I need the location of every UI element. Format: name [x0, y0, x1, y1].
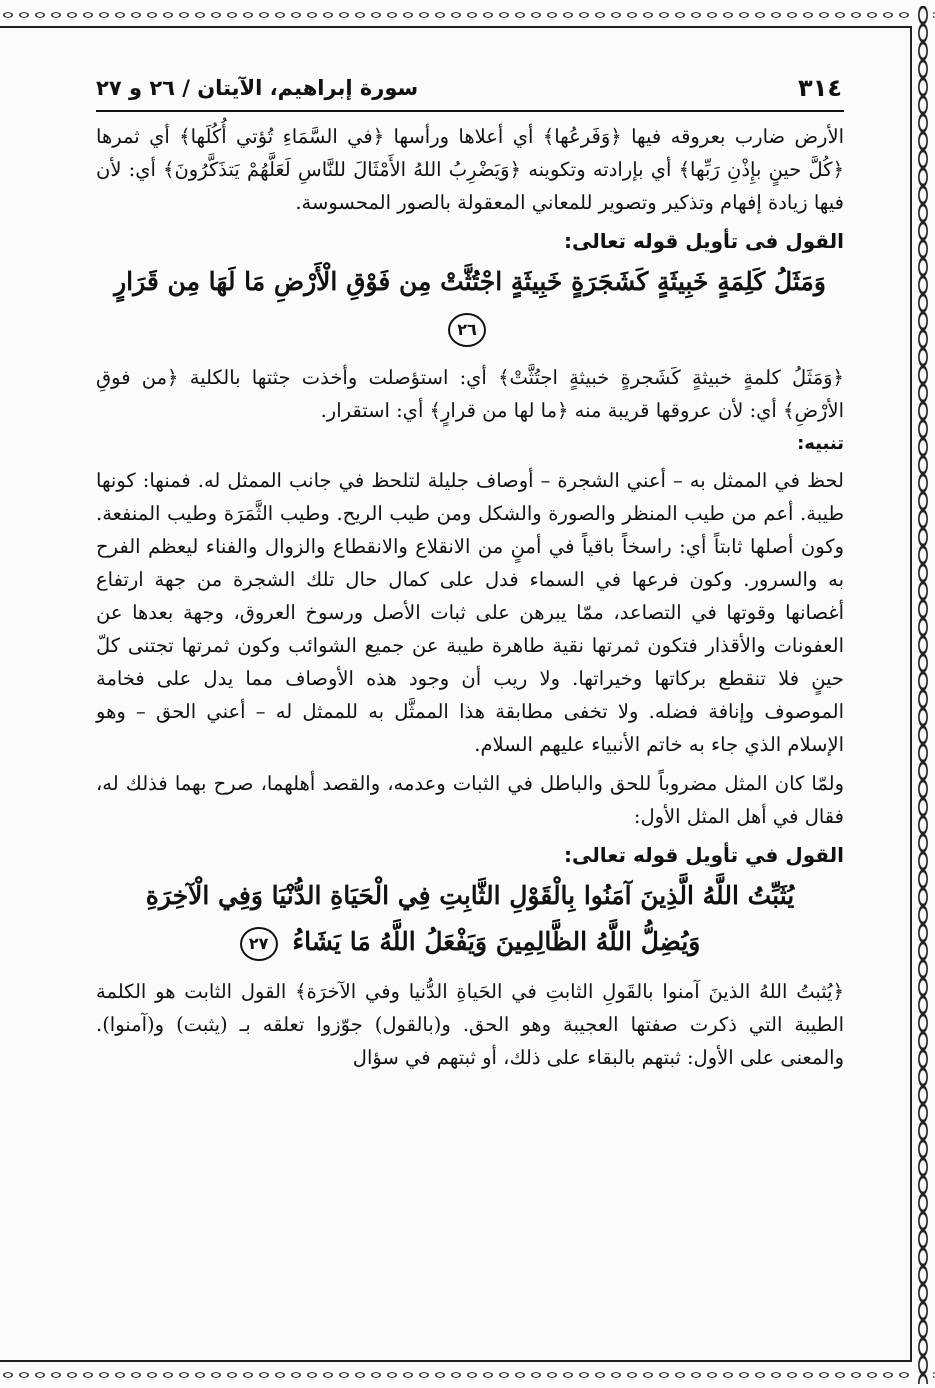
- paragraph-2: ﴿وَمَثَلُ كلمةٍ خبيثةٍ كَشَجرةٍ خبيثةٍ اجتُثَّتْ﴾ أي: استؤصلت وأخذت جثتها بالكلية ﴿من فوقِ الأرْضِ﴾ أي: لأن عروقها قريبة منه ﴿ما لها من قرارٍ﴾ أي: استقرار.: [96, 366, 844, 422]
- book-page: [96, 66, 844, 1074]
- section-heading-1: القول فى تأويل قوله تعالى:: [564, 229, 844, 253]
- verse-27-line-2: وَيُضِلُّ اللَّهُ الظَّالِمِينَ وَيَفْعَلُ اللَّهُ مَا يَشَاءُ: [292, 927, 701, 956]
- verse-27-line-1: يُثَبِّتُ اللَّهُ الَّذِينَ آمَنُوا بِالْقَوْلِ الثَّابِتِ فِي الْحَيَاةِ الدُّنْيَا وَفِي الْآخِرَةِ: [145, 881, 795, 910]
- quran-verse-26: [96, 259, 844, 351]
- paragraph-1: الأرض ضارب بعروقه فيها ﴿وَفَرعُها﴾ أي أعلاها ورأسها ﴿في السَّمَاءِ تُؤتي أُكُلَها﴾ أي ثمرها ﴿كُلَّ حينٍ بإِذْنِ رَبِّها﴾ أي بإرادته وتكوينه ﴿وَيَضْرِبُ اللهُ الأَمْثَالَ للنَّاسِ لَعَلَّهُمْ يَتذَكَّرُونَ﴾ أي: لأن فيها زيادة إفهام وتذكير وتصوير للمعاني المعقولة بالصور المحسوسة.: [96, 125, 844, 214]
- verse-26-text: وَمَثَلُ كَلِمَةٍ خَبِيثَةٍ كَشَجَرَةٍ خَبِيثَةٍ اجْتُثَّتْ مِن فَوْقِ الْأَرْضِ مَا لَهَا مِن قَرَارٍ: [114, 267, 826, 296]
- ayah-number-marker: ٢٧: [240, 927, 278, 961]
- frame-line-right: [910, 26, 912, 1362]
- running-head: سورة إبراهيم، الآيتان / ٢٦ و ٢٧: [96, 76, 419, 100]
- page-number: ٣١٤: [798, 74, 842, 102]
- frame-line-bottom: [0, 1360, 912, 1362]
- ornamental-border-top: [0, 6, 935, 24]
- ornamental-border-bottom: [0, 1366, 935, 1384]
- quran-verse-27: [96, 873, 844, 965]
- paragraph-3: لحظ في الممثل به – أعني الشجرة – أوصاف جليلة لتلحظ في جانب الممثل له. فمنها: كونها طيبة. أعم من طيب المنظر والصورة والشكل ومن طيب الريح. وطيب الثَّمَرَة وطيب المنفعة. وكون أصلها ثابتاً أي: راسخاً باقياً في أمنٍ من الانقلاع والانقطاع والزوال والفناء ليعظم الفرح به والسرور. وكون فرعها في السماء فدل على كمال حال تلك الشجرة من جهة ارتفاع أغصانها وقوتها في التصاعد، ممّا يبرهن على ثبات الأصل ورسوخ العروق، وجهة بعدها عن العفونات والأقذار فتكون ثمرتها نقية طاهرة طيبة عن جميع الشوائب وكون ثمرتها تجتنى كلّ حينٍ فلا تنقطع بركاتها وخيراتها. ولا ريب أن وجود هذه الأوصاف مما يدل على فخامة الموصوف وإنافة فضله. ولا تخفى مطابقة هذا الممثَّل به للممثل له – أعني الحق – وهو الإسلام الذي جاء به خاتم الأنبياء عليهم السلام.: [96, 469, 844, 756]
- paragraph-4: ولمّا كان المثل مضروباً للحق والباطل في الثبات وعدمه، والقصد أهلهما، صرح بهما فذلك له، فقال في أهل المثل الأول:: [96, 772, 844, 828]
- section-heading-3: القول في تأويل قوله تعالى:: [564, 843, 844, 867]
- frame-line-top: [0, 26, 912, 28]
- paragraph-5: ﴿يُثبتُ اللهُ الذينَ آمنوا بالقَولِ الثابتِ في الحَياةِ الدُّنيا وفي الآخرَة﴾ القول الثابت هو الكلمة الطيبة التي ذكرت صفتها العجيبة وهو الحق. و(بالقول) جوّزوا تعلقه بـ (يثبت) و(آمنوا). والمعنى على الأول: ثبتهم بالبقاء على ذلك، أو ثبتهم في سؤال: [96, 980, 844, 1069]
- page-header: [96, 66, 844, 112]
- section-heading-2: تنبيه:: [797, 433, 844, 454]
- ornamental-border-right: [913, 6, 933, 1384]
- verse-27-line-2-wrap: [96, 919, 844, 965]
- ayah-number-marker: ٢٦: [448, 313, 486, 347]
